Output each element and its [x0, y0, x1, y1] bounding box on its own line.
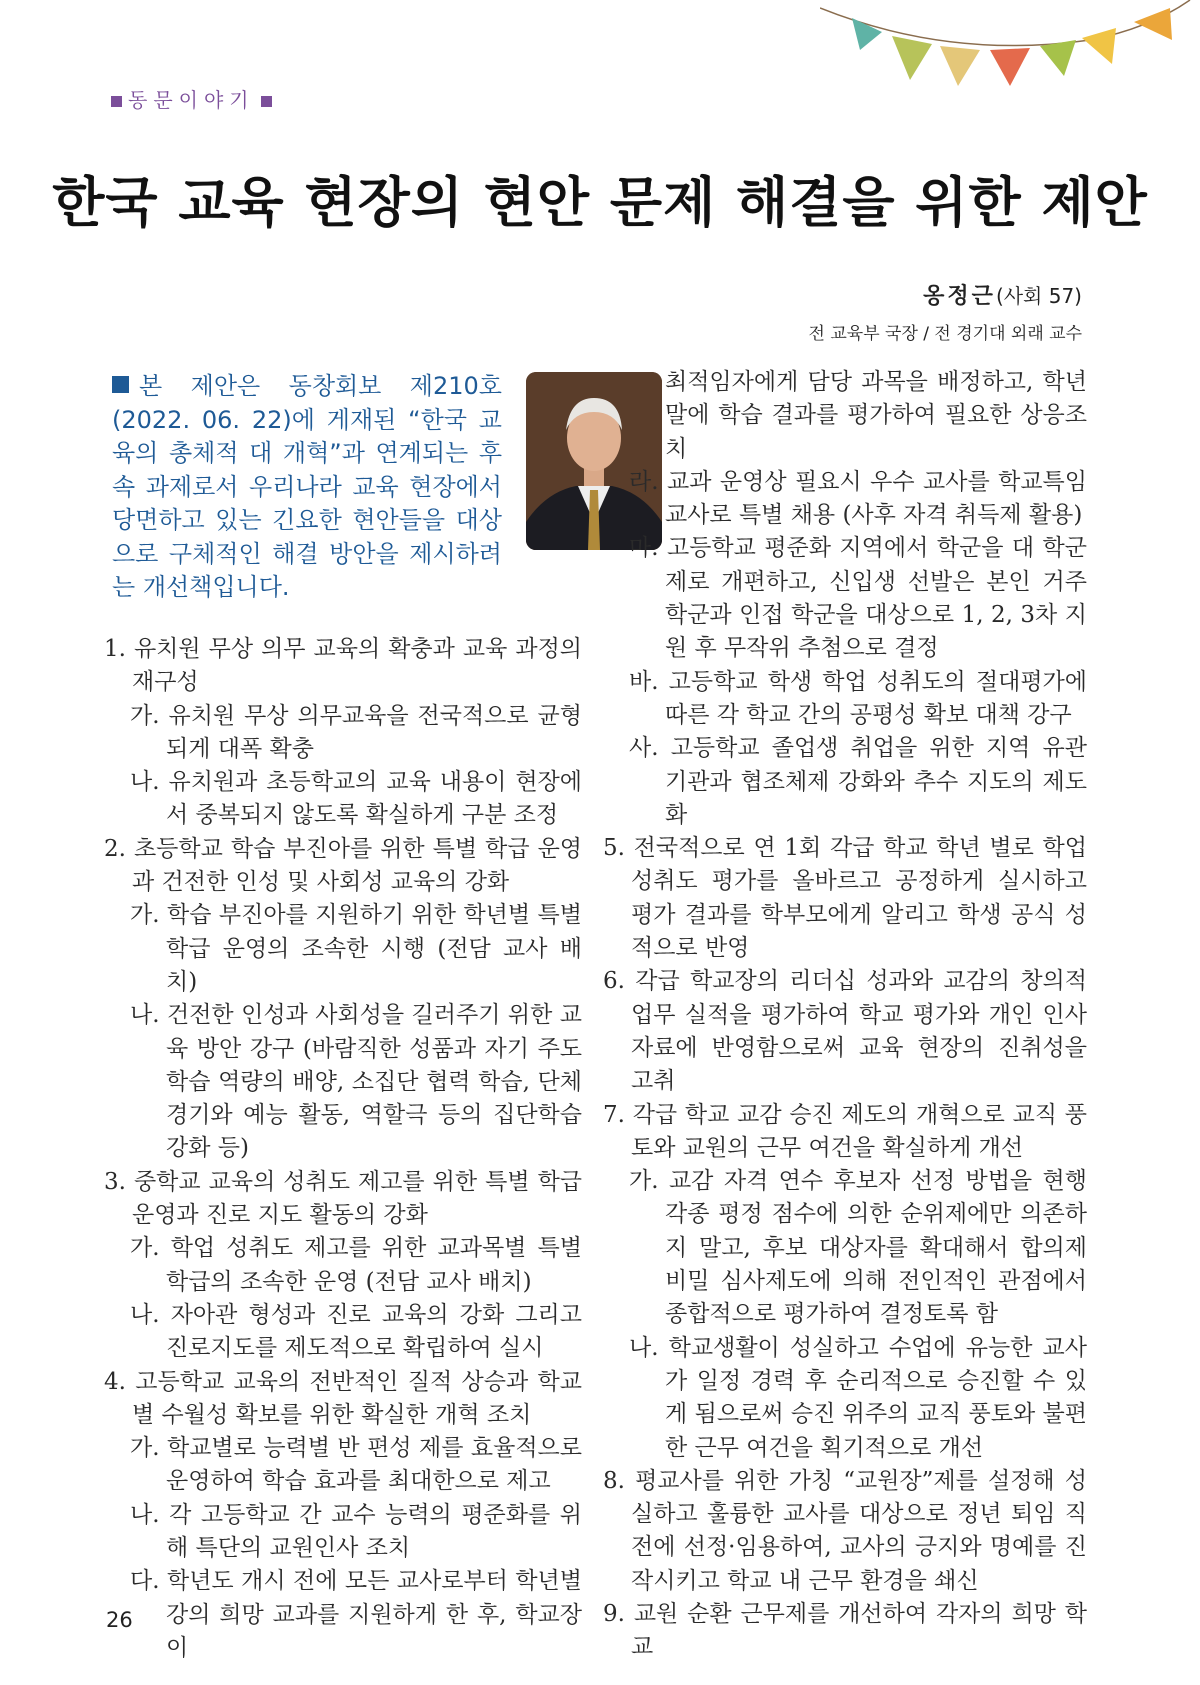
section-label-text: 동문이야기	[128, 88, 255, 112]
list-item: 4. 고등학교 교육의 전반적인 질적 상승과 학교별 수월성 확보를 위한 확실한 개혁 조치	[104, 1368, 582, 1428]
flag-orange-striped	[1134, 8, 1172, 40]
list-item: 2. 초등학교 학습 부진아를 위한 특별 학급 운영과 건전한 인성 및 사회성 교육의 강화	[104, 835, 582, 896]
author-affiliation: 전 교육부 국장 / 전 경기대 외래 교수	[808, 324, 1082, 344]
flag-green-striped	[892, 36, 932, 80]
sub-list-item: 나. 유치원과 초등학교의 교육 내용이 현장에서 중복되지 않도록 확실하게 구분 조정	[130, 769, 582, 829]
author-class: (사회 57)	[995, 284, 1082, 308]
square-icon	[111, 96, 122, 107]
list-item: 5. 전국적으로 연 1회 각급 학교 학년 별로 학업 성취도 평가를 올바르고 공정하게 실시하고 평가 결과를 학부모에게 알리고 학생 공식 성적으로 반영	[603, 835, 1087, 962]
flag-red-striped	[990, 48, 1030, 86]
right-column	[603, 366, 1087, 1665]
sub-list-item: 나. 각 고등학교 간 교수 능력의 평준화를 위해 특단의 교원인사 조치	[130, 1501, 582, 1562]
list-item: 6. 각급 학교장의 리더십 성과와 교감의 창의적 업무 실적을 평가하여 학교 평가와 개인 인사 자료에 반영함으로써 교육 현장의 진취성을 고취	[603, 968, 1087, 1095]
flag-teal	[852, 18, 882, 50]
left-column	[104, 633, 582, 1665]
list-item: 7. 각급 학교 교감 승진 제도의 개혁으로 교직 풍토와 교원의 근무 여건을 확실하게 개선	[603, 1101, 1087, 1161]
sub-list-item: 라. 교과 운영상 필요시 우수 교사를 학교특임 교사로 특별 채용 (사후 자격 취득제 활용)	[629, 468, 1087, 529]
sub-list-item: 다. 학년도 개시 전에 모든 교사로부터 학년별 강의 희망 교과를 지원하게 한 후, 학교장이	[130, 1568, 582, 1661]
flag-lime	[1040, 40, 1076, 76]
list-item: 1. 유치원 무상 의무 교육의 확충과 교육 과정의 재구성	[104, 636, 582, 696]
sub-list-item: 가. 교감 자격 연수 후보자 선정 방법을 현행 각종 평정 점수에 의한 순위제에만 의존하지 말고, 후보 대상자를 확대해서 합의제 비밀 심사제도에 의해 전인적인 관점에서 종합적으로 평가하여 결정토록 함	[629, 1168, 1087, 1328]
flag-yellow	[1082, 28, 1116, 64]
sub-list-item: 가. 학교별로 능력별 반 편성 제를 효율적으로 운영하여 학습 효과를 최대한으로 제고	[130, 1435, 582, 1495]
sub-list-item: 가. 학업 성취도 제고를 위한 교과목별 특별 학급의 조속한 운영 (전담 교사 배치)	[130, 1235, 582, 1295]
sub-list-item: 나. 자아관 형성과 진로 교육의 강화 그리고 진로지도를 제도적으로 확립하여 실시	[130, 1301, 582, 1362]
sub-list-item: 바. 고등학교 학생 학업 성취도의 절대평가에 따른 각 학교 간의 공평성 확보 대책 강구	[629, 668, 1087, 728]
article-title: 한국 교육 현장의 현안 문제 해결을 위한 제안	[52, 171, 1148, 234]
sub-list-item: 마. 고등학교 평준화 지역에서 학군을 대 학군제로 개편하고, 신입생 선발은 본인 거주 학군과 인접 학군을 대상으로 1, 2, 3차 지원 후 무작위 추첨으로 결정	[629, 535, 1087, 662]
flag-dotted	[940, 46, 980, 86]
sub-list-item: 나. 건전한 인성과 사회성을 길러주기 위한 교육 방안 강구 (바람직한 성품과 자기 주도 학습 역량의 배양, 소집단 협력 학습, 단체 경기와 예능 활동, 역할극 등의 집단학습 강화 등)	[130, 1002, 582, 1162]
section-label	[105, 84, 278, 113]
sub-list-item: 사. 고등학교 졸업생 취업을 위한 지역 유관 기관과 협조체제 강화와 추수 지도의 제도화	[629, 735, 1087, 828]
author-block	[809, 279, 1082, 344]
square-bullet-icon	[112, 376, 129, 393]
sub-list-item: 나. 학교생활이 성실하고 수업에 유능한 교사가 일정 경력 후 순리적으로 승진할 수 있게 됨으로써 승진 위주의 교직 풍토와 불편한 근무 여건을 획기적으로 개선	[629, 1334, 1087, 1461]
bunting-decoration	[820, 0, 1200, 100]
list-item: 3. 중학교 교육의 성취도 제고를 위한 특별 학급 운영과 진로 지도 활동의 강화	[104, 1168, 582, 1229]
sub-list-item: 가. 학습 부진아를 지원하기 위한 학년별 특별학급 운영의 조속한 시행 (전담 교사 배치)	[130, 902, 582, 995]
list-item: 8. 평교사를 위한 가칭 “교원장”제를 설정해 성실하고 훌륭한 교사를 대상으로 정년 퇴임 직전에 선정·임용하여, 교사의 긍지와 명예를 진작시키고 학교 내 근무 환경을 쇄신	[603, 1467, 1087, 1594]
sub-list-continuation: 최적임자에게 담당 과목을 배정하고, 학년말에 학습 결과를 평가하여 필요한 상응조치	[665, 369, 1087, 462]
list-item: 9. 교원 순환 근무제를 개선하여 각자의 희망 학교	[603, 1600, 1087, 1661]
author-name: 옹정근	[923, 284, 996, 309]
sub-list-item: 가. 유치원 무상 의무교육을 전국적으로 균형되게 대폭 확충	[130, 702, 582, 762]
page-number: 26	[106, 1608, 133, 1632]
intro-text: 본 제안은 동창회보 제210호(2022. 06. 22)에 게재된 “한국 교육의 총체적 대 개혁”과 연계되는 후속 과제로서 우리나라 교육 현장에서 당면하고 있는 긴요한 현안들을 대상으로 구체적인 해결 방안을 제시하려는 개선책입니다.	[112, 372, 502, 601]
intro-box	[112, 370, 502, 605]
square-icon	[261, 96, 272, 107]
